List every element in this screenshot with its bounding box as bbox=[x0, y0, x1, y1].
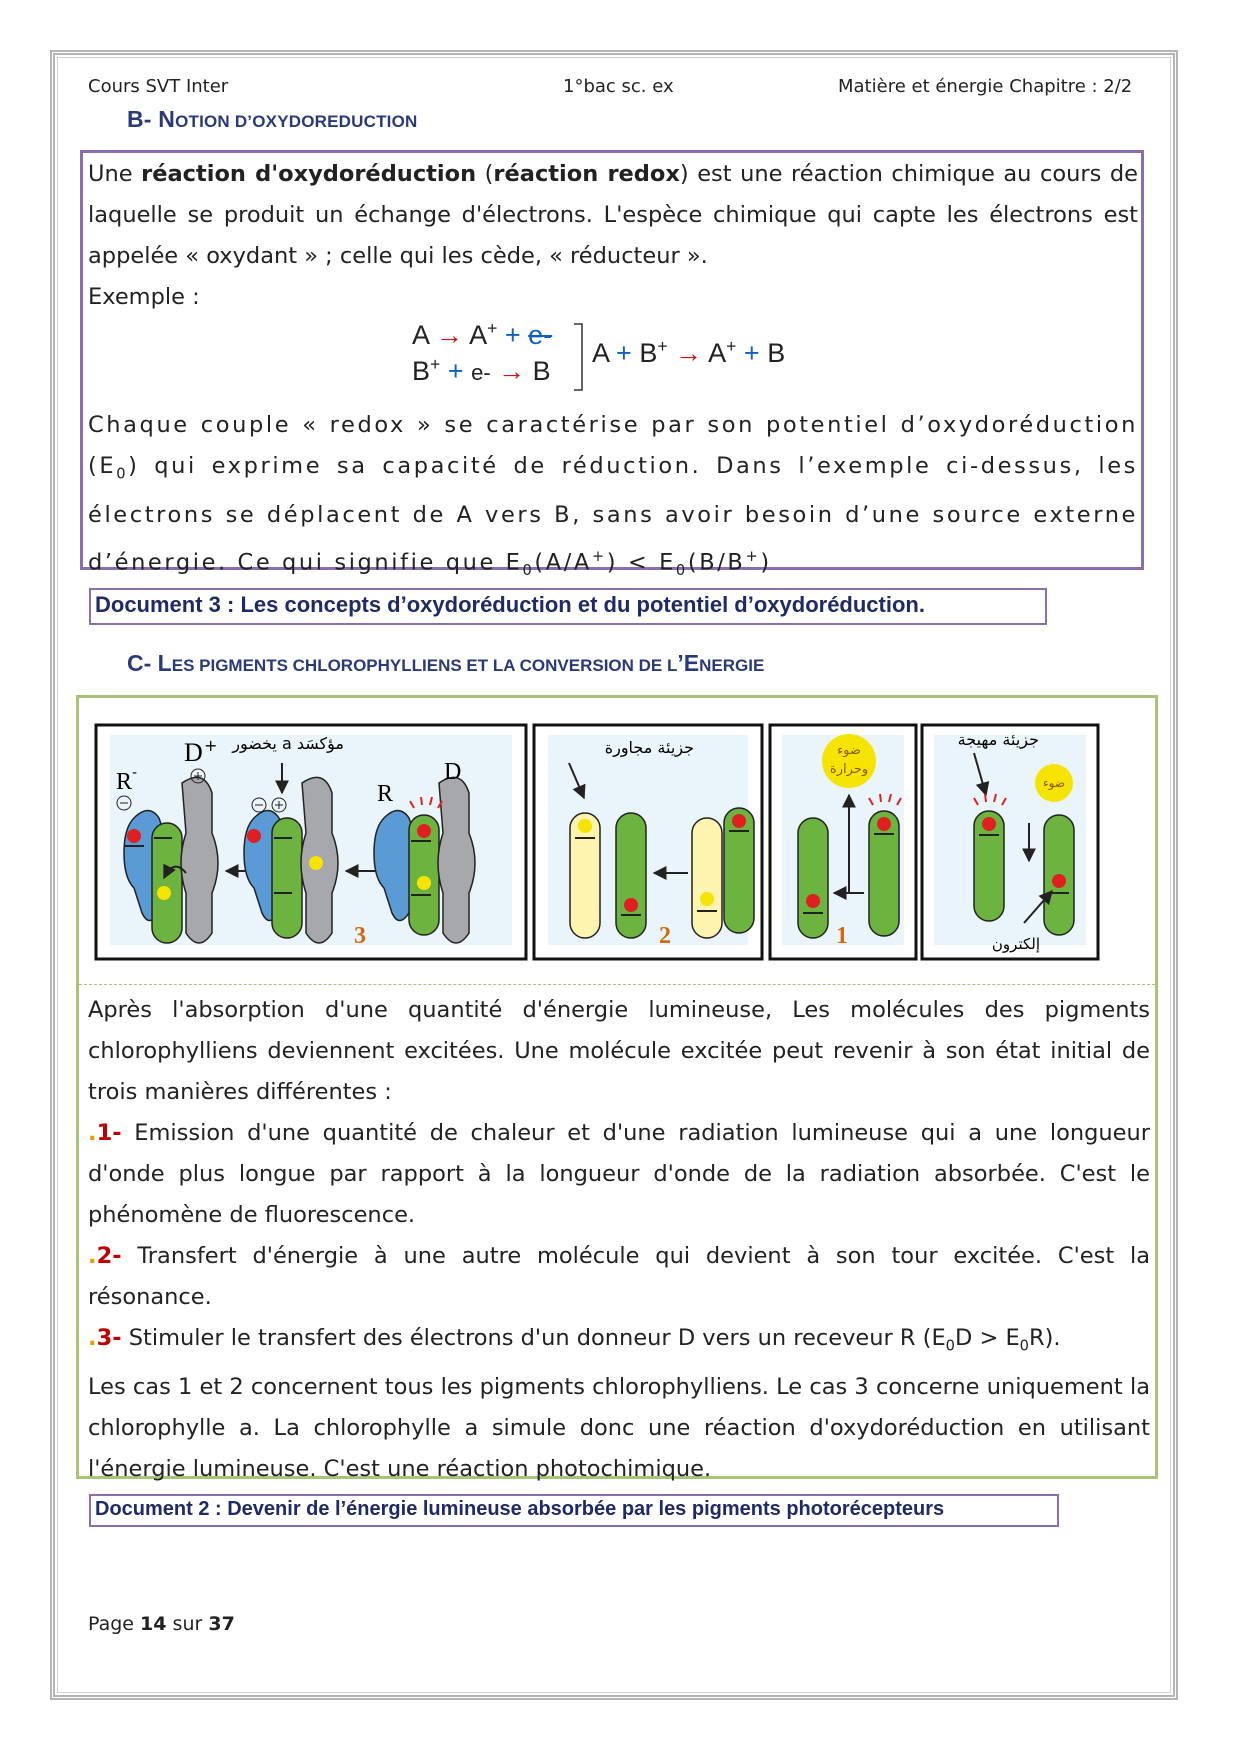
redox-formula bbox=[412, 318, 842, 394]
case-3: .3- Stimuler le transfert des électrons d'un donneur D vers un receveur R $(E_0D > E_0R)$. bbox=[88, 1325, 1061, 1355]
half-reaction-oxidation: A → A+ + e- bbox=[412, 318, 553, 350]
panel-2-resonance bbox=[534, 725, 762, 959]
panel-1-fluorescence bbox=[770, 725, 916, 959]
label-excited-molecule: جزيئة مهيجة bbox=[957, 730, 1039, 749]
donor-d-plus bbox=[181, 777, 218, 943]
svg-text:-: - bbox=[132, 765, 138, 781]
section-b-title: B- NOTION D’OXYDOREDUCTION bbox=[127, 106, 418, 132]
excitation-intro: Après l'absorption d'une quantité d'énergie lumineuse, Les molécules des pigments chlorophylliens deviennent excitées. Une molécule excitée peut revenir à son état initial de trois manières différentes : bbox=[88, 997, 1150, 1105]
label-heat: وحرارة bbox=[829, 762, 869, 777]
case-2: .2- Transfert d'énergie à une autre molécule qui devient à son tour excitée. C'est la résonance. bbox=[88, 1243, 1150, 1310]
label-d-plus: D bbox=[184, 738, 203, 767]
label-light-2: ضوء bbox=[1042, 776, 1066, 790]
label-oxidized-chlorophyll-a: يخضور a مؤكسَد bbox=[232, 734, 344, 753]
label-light: ضوء bbox=[837, 743, 861, 758]
page-number: Page 14 sur 37 bbox=[88, 1613, 235, 1635]
figure-text-divider bbox=[79, 984, 1155, 985]
label-electron: إلكترون bbox=[991, 935, 1040, 953]
redox-potential-text: Chaque couple « redox » se caractérise par son potentiel d’oxydoréduction $(E_0)$ qui exprime sa capacité de réduction. Dans l’exemple ci-dessus, les électrons se déplacent de A vers B, sans avoir besoin d’une source externe d’énergie. Ce qui signifie que $E_0(A/A^+) < E_0(B/B^+)$ bbox=[88, 412, 1138, 579]
global-reaction: A + B+ → A+ + B bbox=[592, 336, 786, 368]
electron-yellow bbox=[157, 886, 171, 900]
label-d: D bbox=[444, 759, 462, 785]
header-chapter: Matière et énergie Chapitre : 2/2 bbox=[838, 76, 1133, 97]
pigment-figure bbox=[94, 723, 1144, 967]
panel-3-electron-transfer bbox=[96, 725, 526, 959]
svg-text:+: + bbox=[204, 736, 218, 755]
document-3-caption: Document 3 : Les concepts d’oxydoréduction et du potentiel d’oxydoréduction. bbox=[89, 588, 1047, 625]
document-2-caption: Document 2 : Devenir de l’énergie lumineuse absorbée par les pigments photorécepteurs bbox=[89, 1494, 1059, 1527]
bracket-icon bbox=[572, 322, 588, 392]
panel-2-number: 2 bbox=[659, 923, 671, 949]
panel-excitation bbox=[922, 725, 1098, 959]
label-r: R bbox=[377, 781, 394, 807]
panel-3-number: 3 bbox=[354, 923, 366, 949]
case-1: .1- Emission d'une quantité de chaleur et d'une radiation lumineuse qui a une longueur d'onde plus longue par rapport à la longueur d'onde de la radiation absorbée. C'est le phénomène de fluorescence. bbox=[88, 1120, 1150, 1228]
section-c-text bbox=[88, 990, 1150, 1490]
redox-definition: Une réaction d'oxydoréduction (réaction redox) est une réaction chimique au cours de laquelle se produit un échange d'électrons. L'espèce chimique qui capte les électrons est appelée « oxydant » ; celle qui les cède, « réducteur ». bbox=[88, 161, 1138, 269]
half-reaction-reduction: B+ + e- → B bbox=[412, 354, 551, 386]
header-level: 1°bac sc. ex bbox=[563, 76, 674, 97]
header-course: Cours SVT Inter bbox=[88, 76, 229, 97]
electron-red bbox=[127, 829, 141, 843]
label-r-minus: R bbox=[116, 769, 133, 795]
cases-conclusion: Les cas 1 et 2 concernent tous les pigments chlorophylliens. Le cas 3 concerne uniquement la chlorophylle a. La chlorophylle a simule donc une réaction d'oxydoréduction en utilisant l'énergie lumineuse. C'est une réaction photochimique. bbox=[88, 1373, 1150, 1482]
example-label: Exemple : bbox=[88, 284, 200, 310]
section-c-title: C- LES PIGMENTS CHLOROPHYLLIENS ET LA CONVERSION DE L’ENERGIE bbox=[127, 650, 765, 676]
panel-1-number: 1 bbox=[836, 923, 848, 949]
label-neighbor-molecule: جزيئة مجاورة bbox=[604, 738, 694, 757]
chlorophyll-a-molecule bbox=[152, 823, 182, 943]
